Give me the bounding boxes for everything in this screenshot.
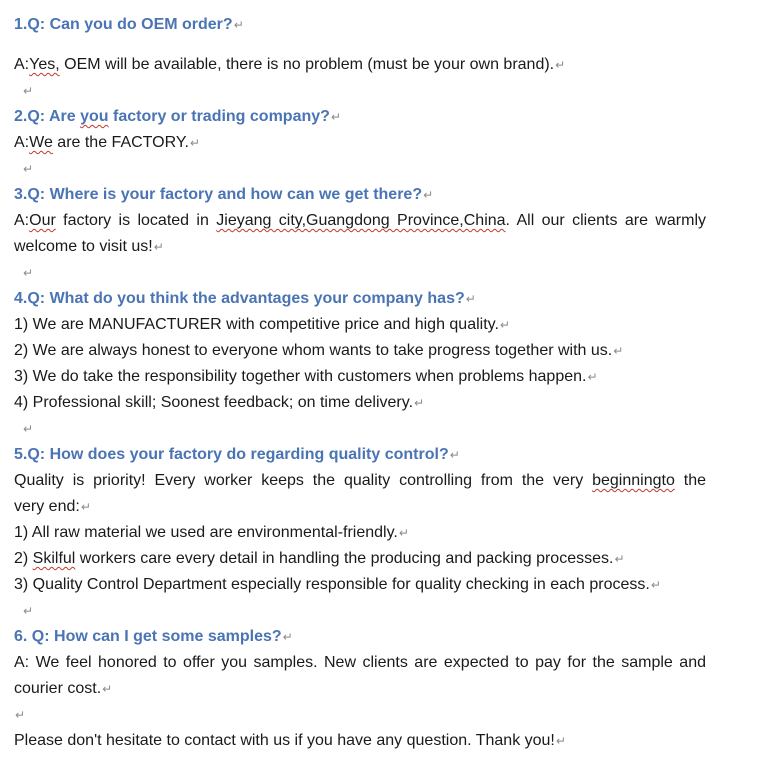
answer-6-line-1: A: We feel honored to offer you samples. New clients are expected to pay for the sample and	[14, 654, 706, 671]
empty-line: ↵	[15, 708, 26, 722]
spellcheck-word: We	[29, 134, 53, 151]
answer-4-item-4: 4) Professional skill; Soonest feedback; on time delivery.↵	[14, 394, 425, 411]
answer-3-line-2: welcome to visit us!↵	[14, 238, 164, 255]
paragraph-mark: ↵	[282, 630, 293, 644]
spellcheck-phrase: Jieyang city,Guangdong Province,China	[216, 212, 506, 229]
answer-5-line-1: Quality is priority! Every worker keeps the quality controlling from the very beginningto the	[14, 472, 707, 489]
answer-5-item-3: 3) Quality Control Department especially responsible for quality checking in each process.↵	[14, 576, 661, 593]
answer-6-line-2: courier cost.↵	[14, 680, 113, 697]
answer-3-line-1: A:Our factory is located in Jieyang city,Guangdong Province,China. All our clients are warmly	[14, 212, 706, 229]
empty-line: ↵	[23, 604, 34, 618]
question-5: 5.Q: How does your factory do regarding quality control?↵	[14, 446, 460, 463]
question-4: 4.Q: What do you think the advantages your company has?↵	[14, 290, 476, 307]
empty-line: ↵	[23, 162, 34, 176]
spellcheck-word: Yes,	[29, 56, 60, 73]
paragraph-mark: ↵	[555, 58, 566, 72]
question-3: 3.Q: Where is your factory and how can we get there?↵	[14, 186, 434, 203]
question-2: 2.Q: Are you factory or trading company?↵	[14, 108, 341, 125]
paragraph-mark: ↵	[233, 18, 244, 32]
answer-4-item-2: 2) We are always honest to everyone whom wants to take progress together with us.↵	[14, 342, 624, 359]
paragraph-mark: ↵	[153, 240, 164, 254]
answer-5-item-1: 1) All raw material we used are environmental-friendly.↵	[14, 524, 409, 541]
question-1: 1.Q: Can you do OEM order?↵	[14, 16, 244, 33]
paragraph-mark: ↵	[465, 292, 476, 306]
paragraph-mark: ↵	[423, 188, 434, 202]
paragraph-mark: ↵	[330, 110, 341, 124]
answer-5-item-2: 2) Skilful workers care every detail in handling the producing and packing processes.↵	[14, 550, 625, 567]
answer-4-item-3: 3) We do take the responsibility together with customers when problems happen.↵	[14, 368, 598, 385]
empty-line: ↵	[23, 422, 34, 436]
closing-line: Please don't hesitate to contact with us if you have any question. Thank you!↵	[14, 732, 566, 749]
spellcheck-word: Skilful	[32, 550, 76, 567]
empty-line: ↵	[23, 266, 34, 280]
empty-line: ↵	[23, 84, 34, 98]
spellcheck-word: beginningto	[592, 472, 675, 489]
spellcheck-word: you	[80, 108, 109, 125]
answer-1: A:Yes, OEM will be available, there is no problem (must be your own brand).↵	[14, 56, 566, 73]
paragraph-mark: ↵	[189, 136, 200, 150]
answer-2: A:We are the FACTORY.↵	[14, 134, 200, 151]
answer-4-item-1: 1) We are MANUFACTURER with competitive price and high quality.↵	[14, 316, 510, 333]
answer-5-line-2: very end:↵	[14, 498, 91, 515]
paragraph-mark: ↵	[449, 448, 460, 462]
spellcheck-word: Our	[29, 212, 56, 229]
question-6: 6. Q: How can I get some samples?↵	[14, 628, 293, 645]
